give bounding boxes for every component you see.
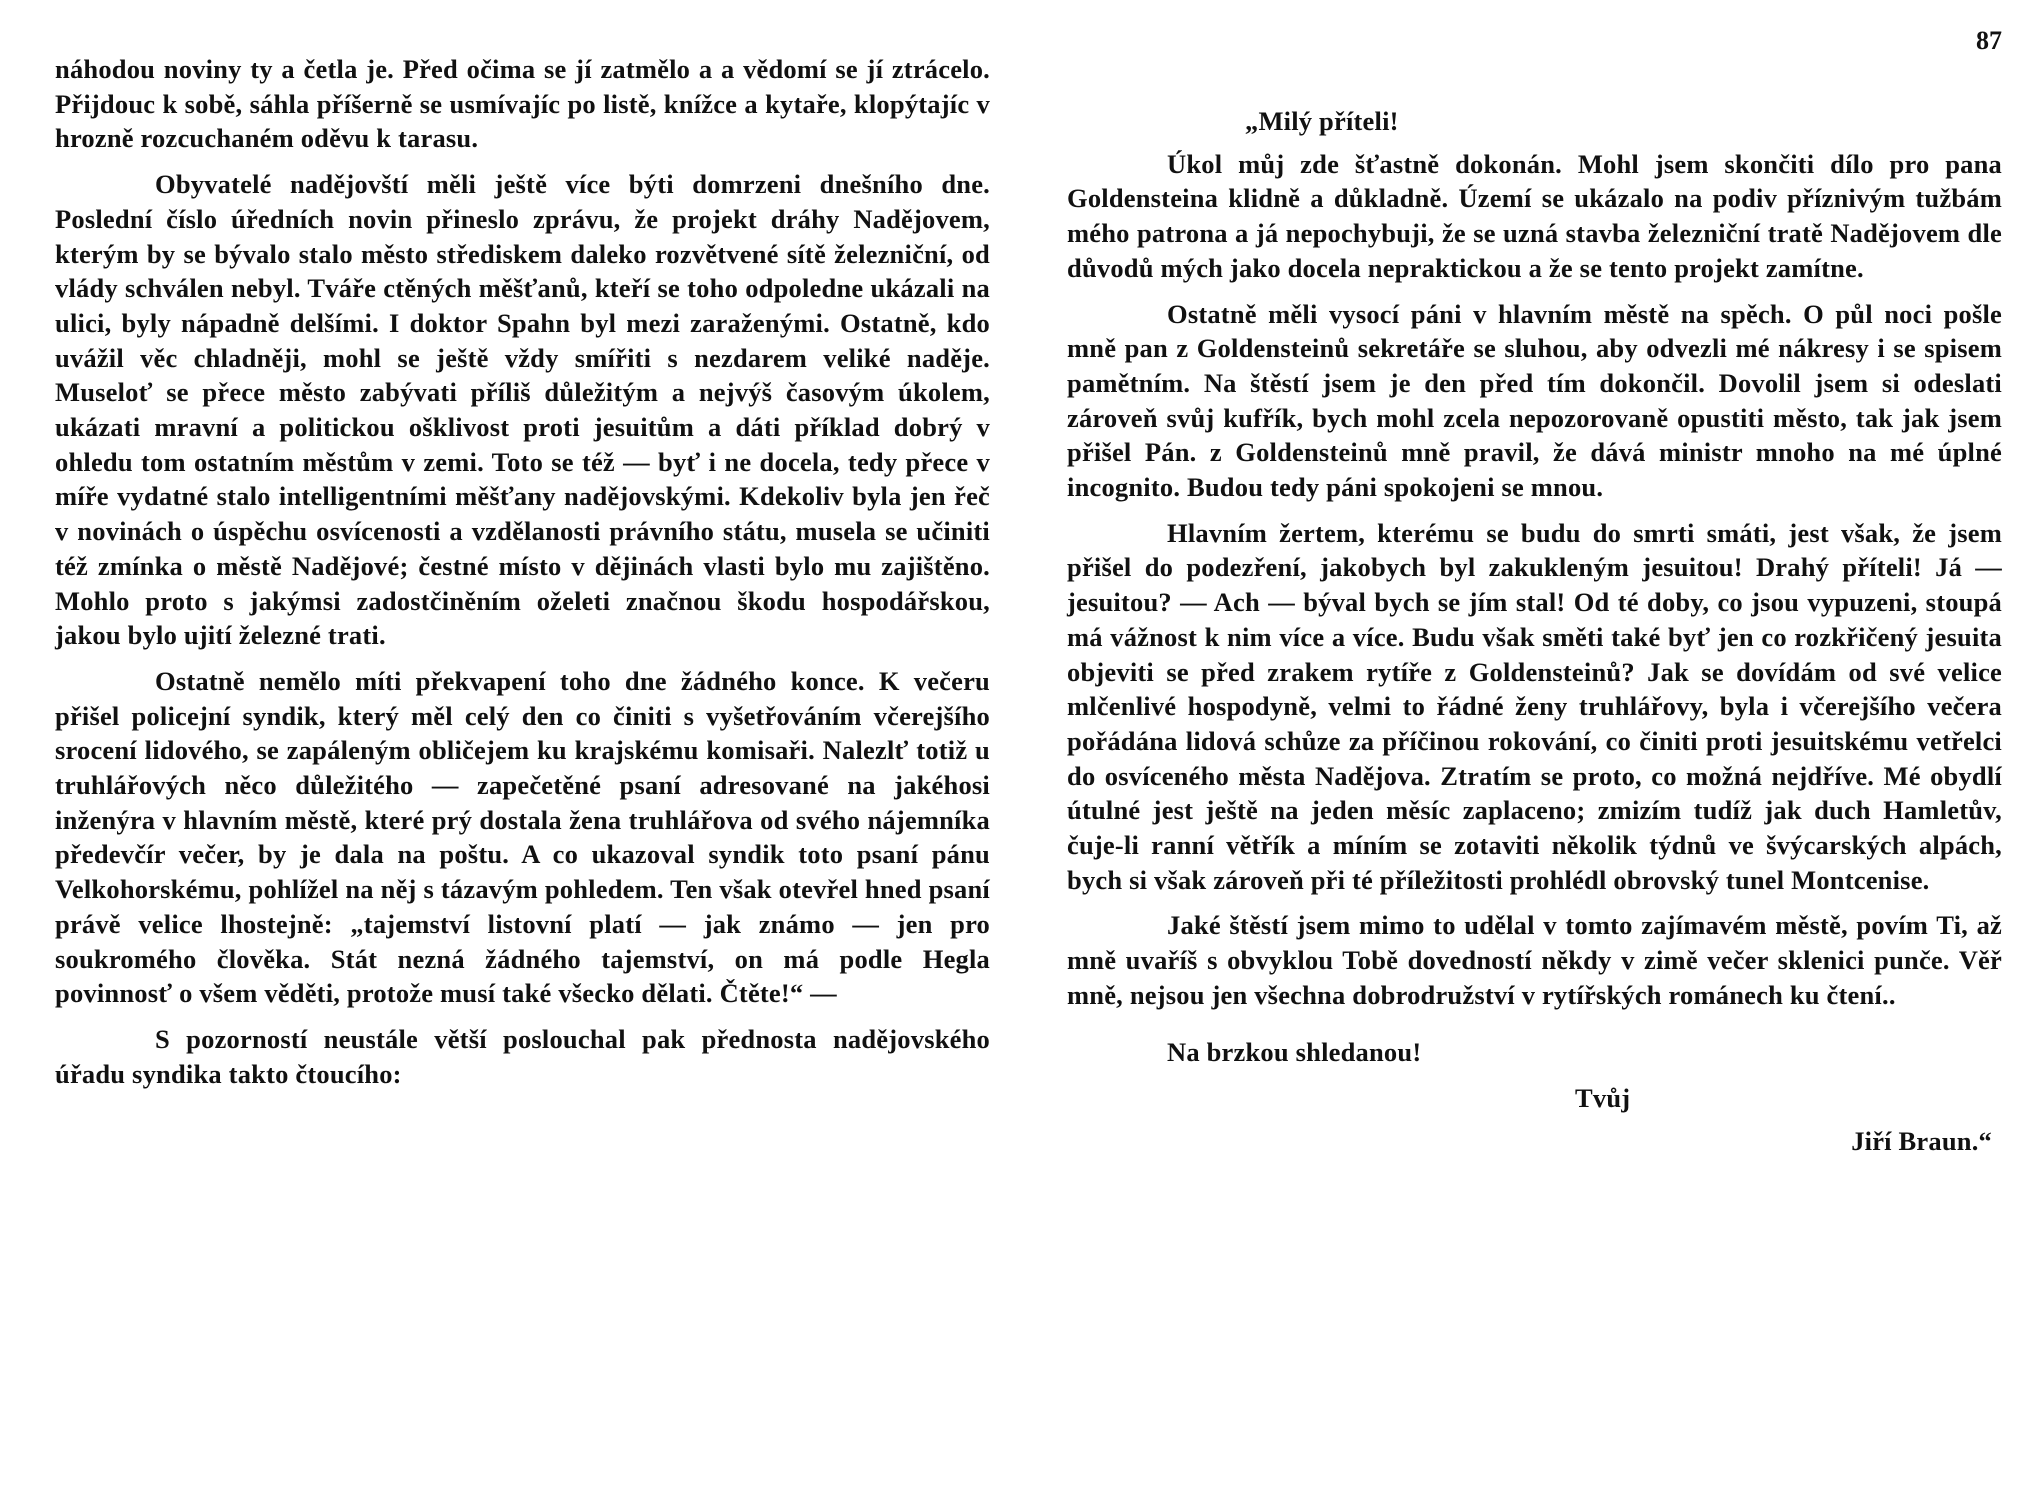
letter-paragraph-3: Hlavním žertem, kterému se budu do smrti smáti, jest však, že jsem přišel do podezření, jakobych byl zakukleným jesuitou! Drahý příteli! Já — jesuitou? — Ach — býval bych se jím stal! Od té doby, co jsou vypuzeni, stoupá má vážnost k nim více a více. Budu však směti také byť jen co rozkřičený jesuita objeviti se před zrakem rytíře z Goldensteinů? Jak se dovídám od své velice mlčenlivé hospodyně, velmi to řádné ženy truhlářovy, byla i včerejšího večera pořádána lidová schůze za příčinou rokování, co činiti proti jesuitskému vetřelci do osvíceného města Nadějova. Ztratím se proto, co možná nejdříve. Mé obydlí útulné jest ještě na jeden měsíc zaplaceno; zmizím tudíž jak duch Hamletův, čuje-li ranní větřík a míním se zotaviti několik týdnů ve švýcarských alpách, bych si však zároveň při té příležitosti prohlédl obrovský tunel Montcenise. xyxy=(1067,517,2002,895)
signature-yours: Tvůj xyxy=(1575,1083,1631,1114)
page-number: 87 xyxy=(1976,26,2002,55)
letter-column xyxy=(1067,104,2002,1159)
signature-name: Jiří Braun.“ xyxy=(1851,1125,1992,1156)
left-paragraph-4: S pozorností neustále větší poslouchal pak přednosta nadějovského úřadu syndika takto čtoucího: xyxy=(55,1023,990,1089)
letter-paragraph-2: Ostatně měli vysocí páni v hlavním městě na spěch. O půl noci pošle mně pan z Goldensteinů sekretáře se sluhou, aby odvezli mé nákresy i se spisem pamětním. Na štěstí jsem je den před tím dokončil. Dovolil jsem si odeslati zároveň svůj kufřík, bych mohl zcela nepozorovaně opustiti město, tak jak jsem přišel Pán. z Goldensteinů mně pravil, že dává ministr mnoho na mé úplné incognito. Budou tedy páni spokojeni se mnou. xyxy=(1067,298,2002,503)
letter-salutation: „Milý příteli! xyxy=(1245,106,1399,136)
left-text-column xyxy=(55,52,990,1091)
letter-paragraph-4: Jaké štěstí jsem mimo to udělal v tomto zajímavém městě, povím Ti, až mně uvaříš s obvyklou Tobě dovedností někdy v zimě večer sklenici punče. Věř mně, nejsou jen všechna dobrodružství v rytířských románech ku čtení.. xyxy=(1067,910,2002,1010)
right-page xyxy=(1015,0,2030,1500)
left-paragraph-1: náhodou noviny ty a četla je. Před očima se jí zatmělo a a vědomí se jí ztrácelo. Přijdouc k sobě, sáhla příšerně se usmívajíc po listě, knížce a kytaře, klopýtajíc v hrozně rozcuchaném oděvu k tarasu. xyxy=(55,54,990,154)
letter-paragraph-1: Úkol můj zde šťastně dokonán. Mohl jsem skončiti dílo pro pana Goldensteina klidně a důkladně. Území se ukázalo na podiv příznivým tužbám mého patrona a já nepochybuji, že se uzná stavba železniční tratě Nadějovem dle důvodů mých jako docela nepraktickou a že se tento projekt zamítne. xyxy=(1067,148,2002,283)
left-paragraph-3: Ostatně nemělo míti překvapení toho dne žádného konce. K večeru přišel policejní syndik, který měl celý den co činiti s vyšetřováním včerejšího srocení lidového, se zapáleným obličejem ku krajskému komisaři. Nalezlť totiž u truhlářových něco důležitého — zapečetěné psaní adresované na jakéhosi inženýra v hlavním městě, které prý dostala žena truhlářova od svého nájemníka předevčír večer, by je dala na poštu. A co ukazoval syndik toto psaní pánu Velkohorskému, pohlížel na něj s tázavým pohledem. Ten však otevřel hned psaní právě velice lhostejně: „tajemství listovní platí — jak známo — jen pro soukromého člověka. Stát nezná žádného tajemství, on má podle Hegla povinnosť o všem věděti, protože musí také všecko dělati. Čtěte!“ — xyxy=(55,665,990,1009)
letter-closing: Na brzkou shledanou! xyxy=(1167,1036,1422,1067)
left-paragraph-2: Obyvatelé nadějovští měli ještě více býti domrzeni dnešního dne. Poslední číslo úředních novin přineslo zprávu, že projekt dráhy Nadějovem, kterým by se bývalo stalo město střediskem daleko rozvětvené sítě železniční, od vlády schválen nebyl. Tváře ctěných měšťanů, kteří se toho odpoledne ukázali na ulici, byly nápadně delšími. I doktor Spahn byl mezi zaraženými. Ostatně, kdo uvážil věc chladněji, mohl se ještě vždy smířiti s nezdarem veliké naděje. Museloť se přece město zabývati příliš důležitým a nejvýš časovým úkolem, ukázati mravní a politickou ošklivost proti jesuitům a dáti příklad dobrý v ohledu tom ostatním městům v zemi. Toto se též — byť i ne docela, tedy přece v míře vydatné stalo intelligentními měšťany nadějovskými. Kdekoliv byla jen řeč v novinách o úspěchu osvícenosti a vzdělanosti právního státu, musela se učiniti též zmínka o městě Nadějové; čestné místo v dějinách vlasti bylo mu zajištěno. Mohlo proto s jakýmsi zadostčiněním oželeti značnou škodu hospodářskou, jakou bylo ujití železné trati. xyxy=(55,169,990,651)
